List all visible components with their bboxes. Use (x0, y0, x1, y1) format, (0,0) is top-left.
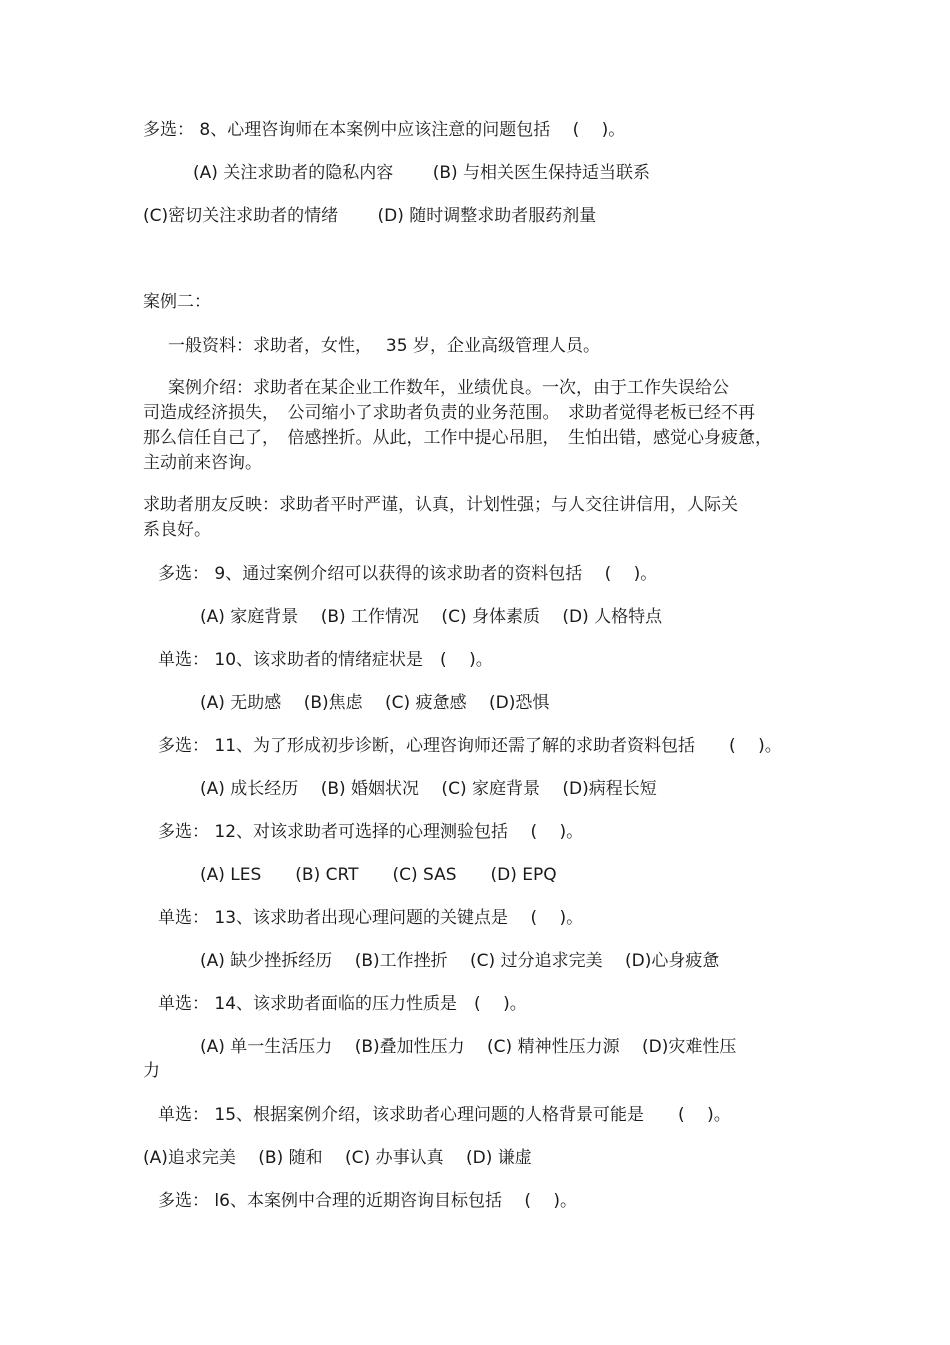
question-13-stem: 单选： 13、该求助者出现心理问题的关键点是 ( )。 (158, 908, 584, 928)
case-2-friend-line-2: 系良好。 (143, 520, 211, 540)
question-8-options-row-2: (C)密切关注求助者的情绪 (D) 随时调整求助者服药剂量 (143, 206, 597, 226)
question-8-stem: 多选： 8、心理咨询师在本案例中应该注意的问题包括 ( )。 (143, 120, 626, 140)
question-10-options: (A) 无助感 (B)焦虑 (C) 疲惫感 (D)恐惧 (200, 693, 550, 713)
question-15-stem: 单选： 15、根据案例介绍，该求助者心理问题的人格背景可能是 ( )。 (158, 1105, 731, 1125)
question-9-options: (A) 家庭背景 (B) 工作情况 (C) 身体素质 (D) 人格特点 (200, 607, 663, 627)
case-2-intro-line-2: 司造成经济损失， 公司缩小了求助者负责的业务范围。 求助者觉得老板已经不再 (143, 403, 755, 423)
case-2-heading: 案例二： (143, 292, 211, 312)
question-16-stem: 多选： l6、本案例中合理的近期咨询目标包括 ( )。 (158, 1191, 578, 1211)
question-14-stem: 单选： 14、该求助者面临的压力性质是 ( )。 (158, 994, 527, 1014)
question-14-options: (A) 单一生活压力 (B)叠加性压力 (C) 精神性压力源 (D)灾难性压 (200, 1037, 737, 1057)
question-12-stem: 多选： 12、对该求助者可选择的心理测验包括 ( )。 (158, 822, 584, 842)
case-2-intro-line-3: 那么信任自己了， 倍感挫折。从此，工作中提心吊胆， 生怕出错，感觉心身疲惫， (143, 428, 772, 448)
case-2-general-info: 一般资料：求助者，女性， 35 岁，企业高级管理人员。 (168, 336, 600, 356)
question-14-options-continued: 力 (143, 1061, 160, 1081)
question-12-options: (A) LES (B) CRT (C) SAS (D) EPQ (200, 865, 557, 885)
case-2-friend-line-1: 求助者朋友反映：求助者平时严谨，认真，计划性强；与人交往讲信用，人际关 (143, 495, 738, 515)
case-2-intro-line-4: 主动前来咨询。 (143, 453, 262, 473)
question-15-options: (A)追求完美 (B) 随和 (C) 办事认真 (D) 谦虚 (143, 1148, 532, 1168)
question-9-stem: 多选： 9、通过案例介绍可以获得的该求助者的资料包括 ( )。 (158, 564, 658, 584)
question-8-options-row-1: (A) 关注求助者的隐私内容 (B) 与相关医生保持适当联系 (193, 163, 651, 183)
question-11-stem: 多选： 11、为了形成初步诊断，心理咨询师还需了解的求助者资料包括 ( )。 (158, 736, 782, 756)
question-13-options: (A) 缺少挫拆经历 (B)工作挫折 (C) 过分追求完美 (D)心身疲惫 (200, 951, 720, 971)
question-10-stem: 单选： 10、该求助者的情绪症状是 ( )。 (158, 650, 493, 670)
case-2-intro-line-1: 案例介绍：求助者在某企业工作数年，业绩优良。一次，由于工作失误给公 (168, 378, 729, 398)
question-11-options: (A) 成长经历 (B) 婚姻状况 (C) 家庭背景 (D)病程长短 (200, 779, 657, 799)
